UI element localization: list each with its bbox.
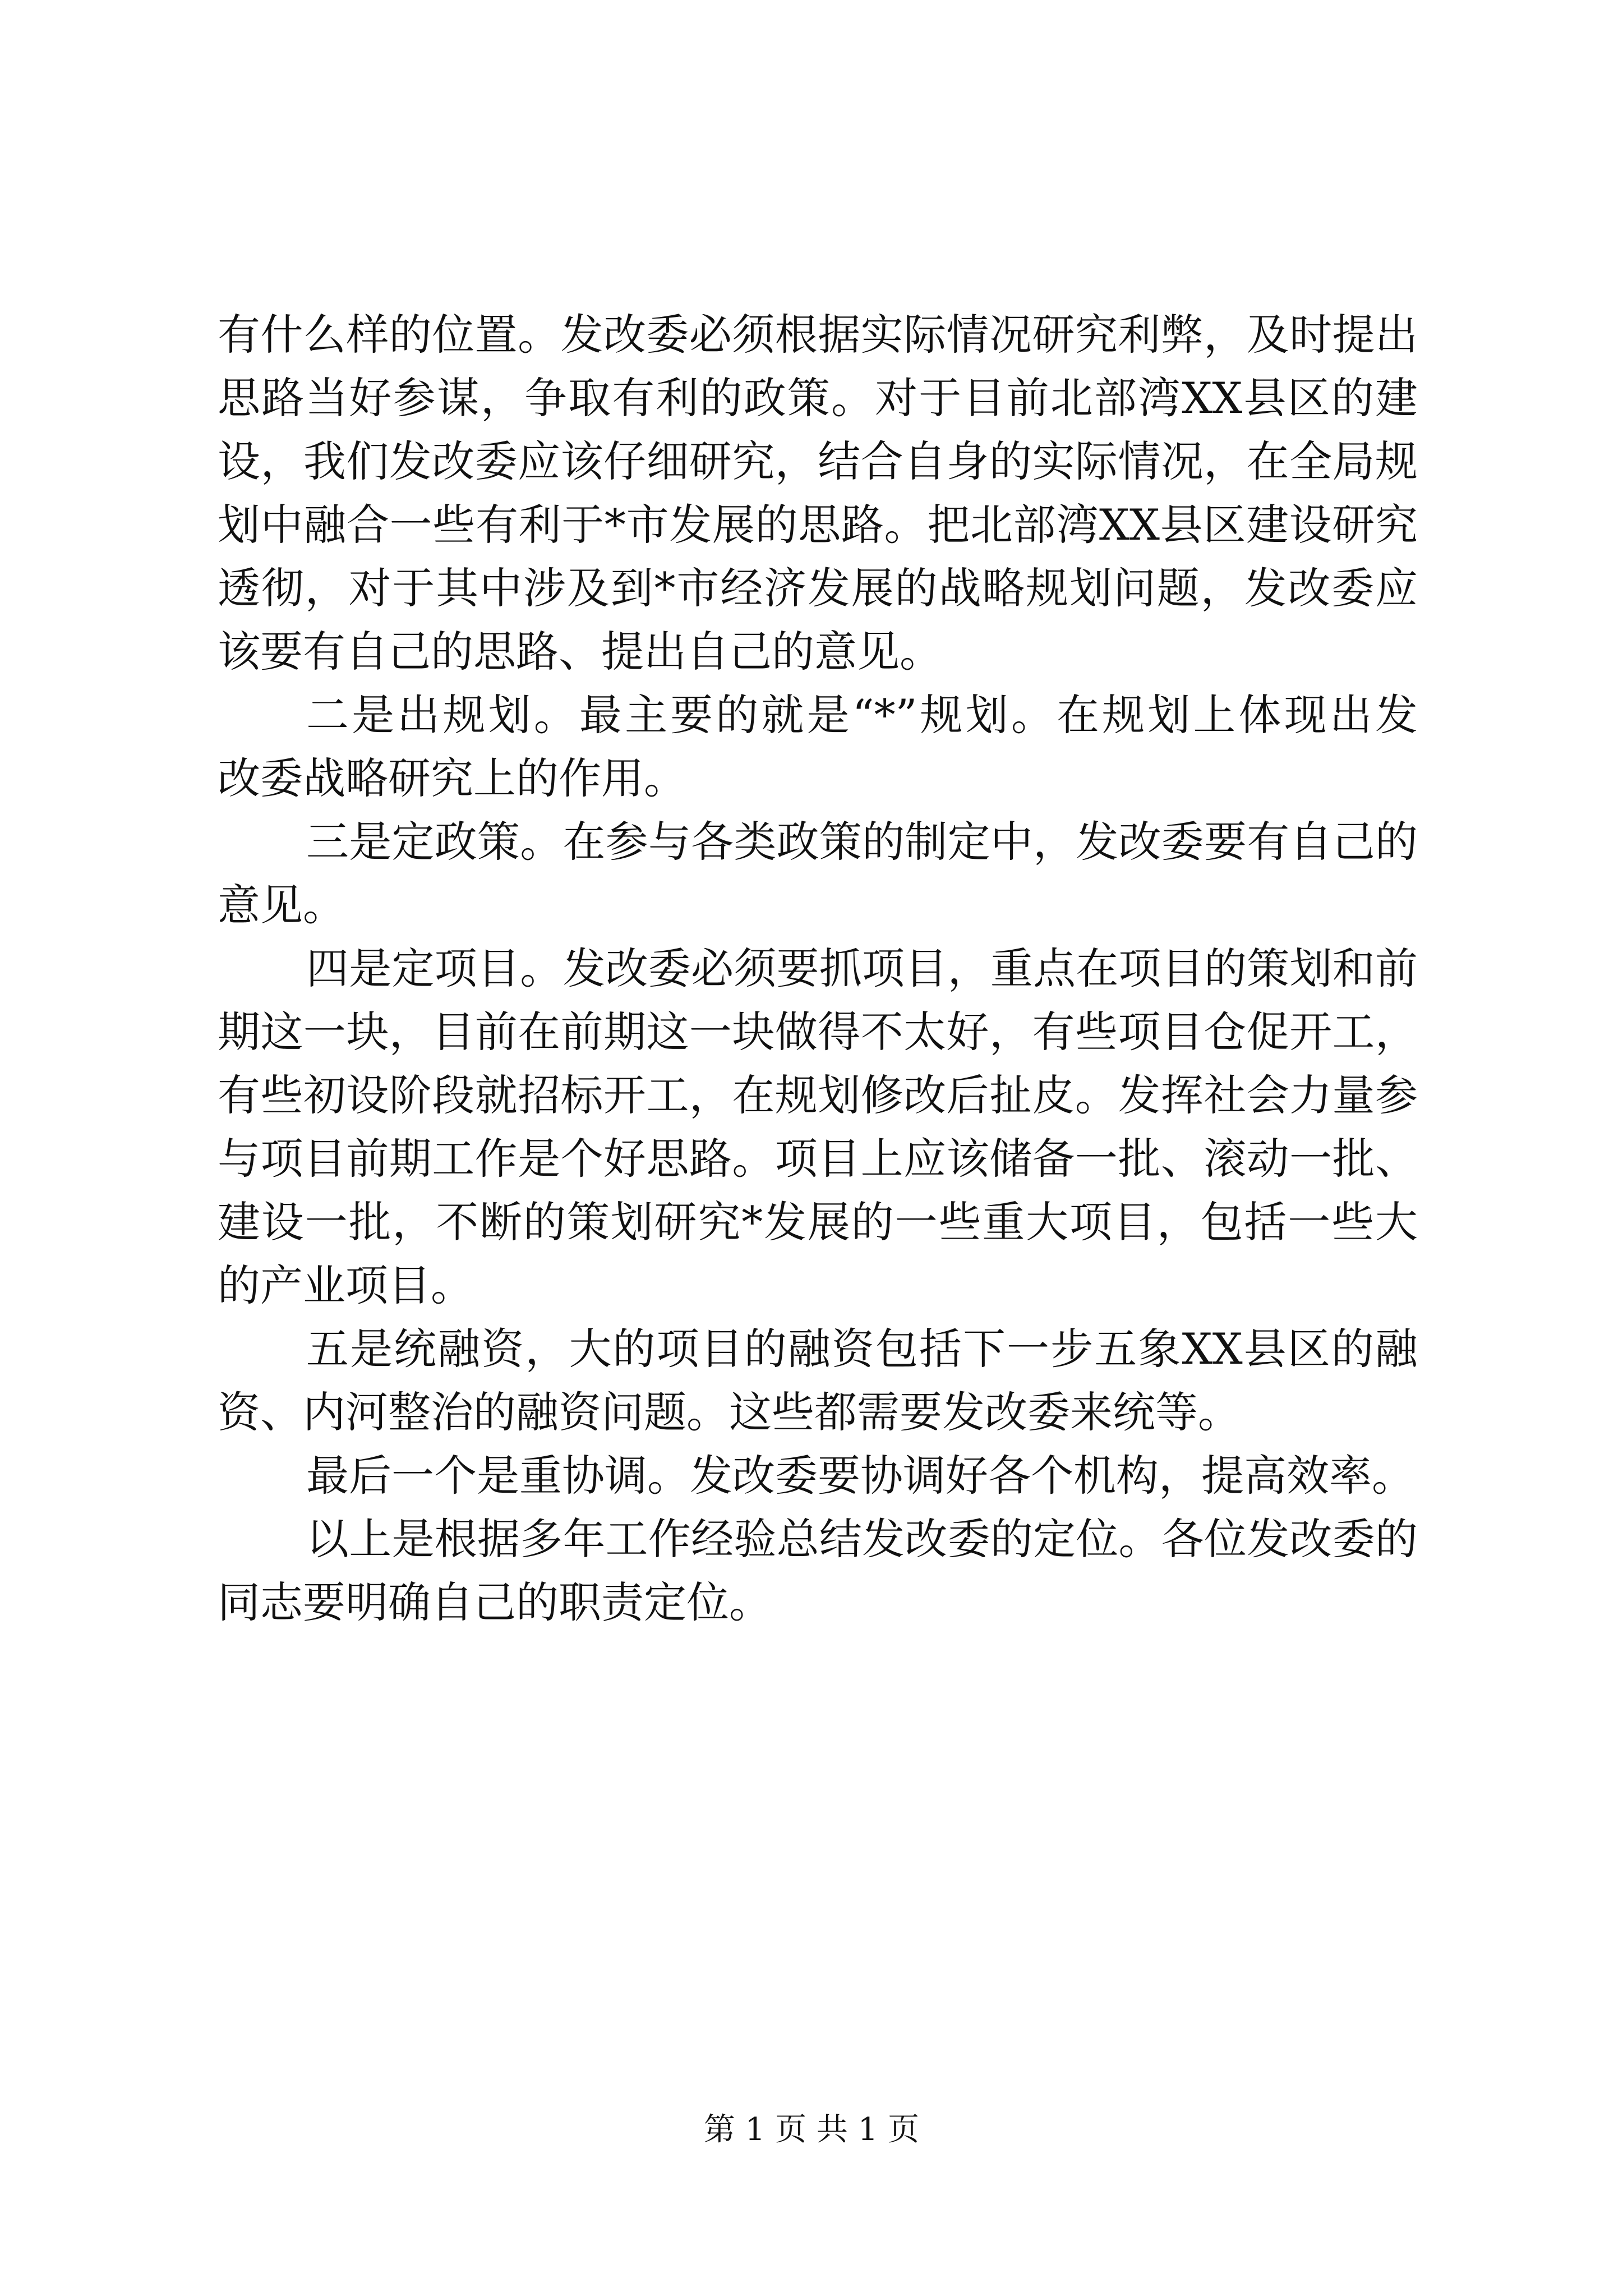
text-line: 思路当好参谋，争取有利的政策。对于目前北部湾XX县区的建 xyxy=(218,373,1418,423)
text-line: 期这一块，目前在前期这一块做得不太好，有些项目仓促开工， xyxy=(218,1007,1418,1057)
text-line: 该要有自己的思路、提出自己的意见。 xyxy=(218,627,942,677)
text-line: 意见。 xyxy=(218,880,345,930)
text-line: 有什么样的位置。发改委必须根据实际情况研究利弊，及时提出 xyxy=(218,310,1418,360)
text-line: 设，我们发改委应该仔细研究，结合自身的实际情况，在全局规 xyxy=(218,436,1418,486)
paragraph-first-line: 四是定项目。发改委必须要抓项目，重点在项目的策划和前 xyxy=(306,944,1418,993)
text-line: 的产业项目。 xyxy=(218,1260,473,1310)
text-line: 同志要明确自己的职责定位。 xyxy=(218,1577,772,1627)
text-line: 改委战略研究上的作用。 xyxy=(218,753,686,803)
text-line: 有些初设阶段就招标开工，在规划修改后扯皮。发挥社会力量参 xyxy=(218,1070,1418,1120)
text-line: 建设一批，不断的策划研究*发展的一些重大项目，包括一些大 xyxy=(218,1197,1418,1247)
paragraph-first-line: 最后一个是重协调。发改委要协调好各个机构，提高效率。 xyxy=(306,1451,1414,1501)
paragraph-first-line: 二是出规划。最主要的就是“*”规划。在规划上体现出发 xyxy=(306,690,1418,740)
paragraph-first-line: 以上是根据多年工作经验总结发改委的定位。各位发改委的 xyxy=(306,1514,1418,1564)
text-line: 划中融合一些有利于*市发展的思路。把北部湾XX县区建设研究 xyxy=(218,500,1418,550)
paragraph-first-line: 五是统融资，大的项目的融资包括下一步五象XX县区的融 xyxy=(306,1324,1418,1374)
text-line: 资、内河整治的融资问题。这些都需要发改委来统等。 xyxy=(218,1387,1241,1437)
text-line: 透彻，对于其中涉及到*市经济发展的战略规划问题，发改委应 xyxy=(218,563,1418,613)
text-line: 与项目前期工作是个好思路。项目上应该储备一批、滚动一批、 xyxy=(218,1134,1418,1184)
paragraph-first-line: 三是定政策。在参与各类政策的制定中，发改委要有自己的 xyxy=(306,817,1418,867)
page-number-footer: 第 1 页 共 1 页 xyxy=(703,2111,920,2148)
document-body xyxy=(218,303,1418,1634)
